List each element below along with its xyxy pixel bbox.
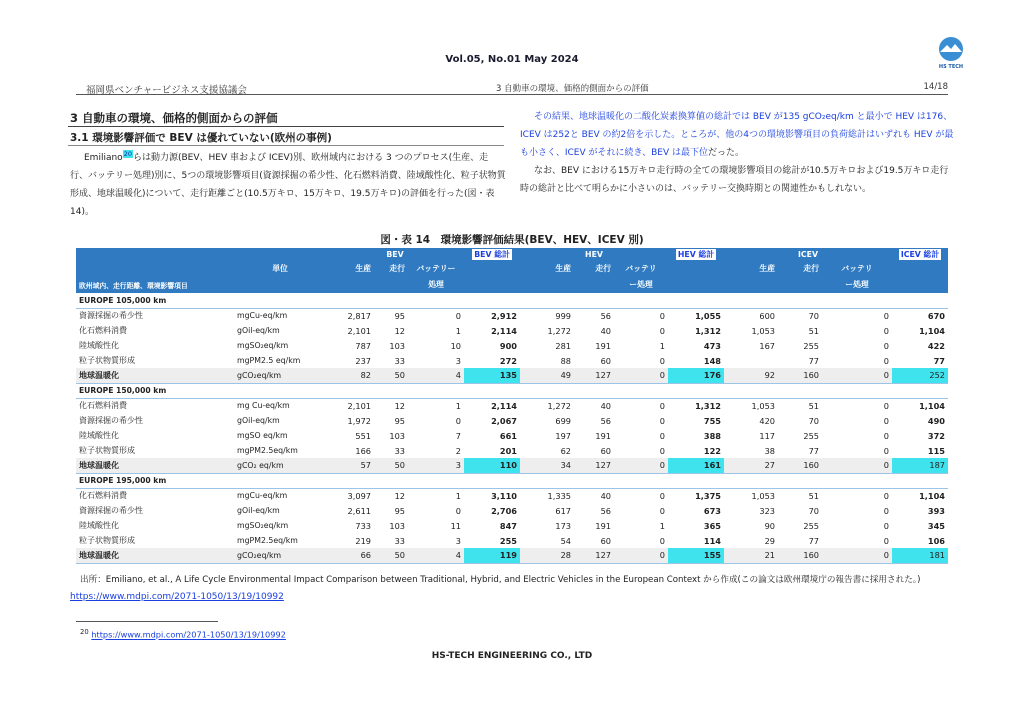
value-cell: 95 xyxy=(394,310,405,321)
value-cell: 40 xyxy=(600,400,611,411)
value-cell: 92 xyxy=(724,368,778,383)
page-header xyxy=(76,79,948,95)
table-row xyxy=(76,428,948,443)
section-title: EUROPE 105,000 km xyxy=(76,293,948,308)
total-cell: 77 xyxy=(933,355,945,366)
value-cell: 56 xyxy=(600,415,611,426)
table-subheader-row-2 xyxy=(76,276,948,293)
total-cell: 181 xyxy=(892,548,948,563)
impact-category: 資源採掘の希少性 xyxy=(79,416,143,425)
bev-driving-header: 走行 xyxy=(374,261,408,276)
value-cell: 0 xyxy=(659,325,665,336)
value-cell: 10 xyxy=(450,340,461,351)
value-cell: 237 xyxy=(355,355,371,366)
total-cell: 176 xyxy=(668,368,724,383)
total-cell: 201 xyxy=(499,445,517,456)
table-row xyxy=(76,443,948,458)
total-cell: 388 xyxy=(703,430,721,441)
value-cell: 33 xyxy=(394,355,405,366)
page-number: 14/18 xyxy=(923,82,948,92)
value-cell: 191 xyxy=(595,430,611,441)
value-cell: 1,272 xyxy=(547,325,571,336)
value-cell: 617 xyxy=(555,505,571,516)
value-cell: 0 xyxy=(659,400,665,411)
unit-cell: mgPM2.5eq/km xyxy=(237,446,298,455)
value-cell: 166 xyxy=(355,445,371,456)
value-cell: 1,053 xyxy=(751,490,775,501)
value-cell: 7 xyxy=(455,430,461,441)
value-cell: 66 xyxy=(326,548,374,563)
value-cell: 1,053 xyxy=(751,325,775,336)
icev-battery-header: バッテリ xyxy=(822,261,892,276)
value-cell: 0 xyxy=(822,458,892,473)
bev-battery-header: バッテリー xyxy=(408,261,464,276)
impact-category: 化石燃料消費 xyxy=(79,326,127,335)
unit-cell: mgPM2.5eq/km xyxy=(237,536,298,545)
total-cell: 393 xyxy=(927,505,945,516)
value-cell: 1,335 xyxy=(547,490,571,501)
table-row xyxy=(76,368,948,383)
unit-cell: mgCu-eq/km xyxy=(237,311,288,321)
value-cell: 2,101 xyxy=(347,400,371,411)
value-cell: 0 xyxy=(455,310,461,321)
value-cell: 11 xyxy=(450,520,461,531)
value-cell: 1,972 xyxy=(347,415,371,426)
value-cell: 3 xyxy=(455,535,461,546)
total-cell: 115 xyxy=(927,445,945,456)
value-cell: 21 xyxy=(724,548,778,563)
value-cell: 117 xyxy=(759,430,775,441)
unit-cell: mgSO₂eq/km xyxy=(237,521,289,530)
value-cell: 1,053 xyxy=(751,400,775,411)
value-cell: 0 xyxy=(883,490,889,501)
value-cell: 1 xyxy=(659,520,665,531)
impact-category: 地球温暖化 xyxy=(76,548,234,563)
table-row xyxy=(76,398,948,413)
footnote xyxy=(80,628,286,640)
value-cell: 77 xyxy=(808,535,819,546)
value-cell: 90 xyxy=(764,520,775,531)
value-cell: 191 xyxy=(595,340,611,351)
icev-total-header: ICEV 総計 xyxy=(900,250,940,259)
chapter-title: 3 自動車の環境、価格的側面からの評価 xyxy=(496,84,649,94)
icev-group-header: ICEV xyxy=(724,248,892,261)
value-cell: 255 xyxy=(803,430,819,441)
table-row xyxy=(76,518,948,533)
value-cell: 1 xyxy=(455,400,461,411)
total-cell: 2,067 xyxy=(491,415,517,426)
impact-category: 化石燃料消費 xyxy=(79,401,127,411)
icev-production-header: 生産 xyxy=(724,261,778,276)
value-cell: 160 xyxy=(778,458,822,473)
value-cell: 699 xyxy=(555,415,571,426)
impact-category: 化石燃料消費 xyxy=(79,491,127,501)
value-cell: 167 xyxy=(759,340,775,351)
value-cell: 0 xyxy=(455,415,461,426)
total-cell: 3,110 xyxy=(491,490,517,501)
value-cell: 56 xyxy=(600,505,611,516)
total-cell: 365 xyxy=(703,520,721,531)
value-cell: 191 xyxy=(595,520,611,531)
value-cell: 0 xyxy=(659,490,665,501)
unit-cell: gOil-eq/km xyxy=(237,416,280,425)
value-cell: 0 xyxy=(822,368,892,383)
value-cell: 60 xyxy=(600,445,611,456)
right-paragraph-2: なお、BEV における15万キロ走行時の全ての環境影響項目の総計が10.5万キロおよび19.5万キロ走行時の総計と比べて明らかに小さいのは、バッテリー交換時期との関連性かもしれない。 xyxy=(520,166,949,194)
impact-table xyxy=(76,248,948,564)
value-cell: 40 xyxy=(600,490,611,501)
impact-category: 粒子状物質形成 xyxy=(79,356,135,365)
value-cell: 127 xyxy=(574,548,614,563)
subsection-heading: 3.1 環境影響評価で BEV は優れていない(欧州の事例) xyxy=(70,132,332,144)
impact-category: 地球温暖化 xyxy=(76,458,234,473)
total-cell: 673 xyxy=(703,505,721,516)
header-divider xyxy=(76,94,948,95)
section-title: EUROPE 195,000 km xyxy=(76,473,948,488)
value-cell: 160 xyxy=(778,368,822,383)
total-cell: 755 xyxy=(703,415,721,426)
impact-category: 地球温暖化 xyxy=(76,368,234,383)
footnote-reference[interactable]: 20 xyxy=(123,150,132,158)
value-cell: 2,817 xyxy=(347,310,371,321)
value-cell: 173 xyxy=(555,520,571,531)
icev-driving-header: 走行 xyxy=(778,261,822,276)
impact-category: 粒子状物質形成 xyxy=(79,536,135,545)
value-cell: 70 xyxy=(808,415,819,426)
value-cell: 3 xyxy=(408,458,464,473)
footnote-number: 20 xyxy=(80,628,89,636)
value-cell: 787 xyxy=(355,340,371,351)
total-cell: 670 xyxy=(927,310,945,321)
value-cell: 0 xyxy=(659,415,665,426)
table-row xyxy=(76,338,948,353)
hev-total-header: HEV 総計 xyxy=(677,250,715,259)
total-cell: 1,104 xyxy=(919,490,945,501)
value-cell: 255 xyxy=(803,520,819,531)
impact-category: 資源採掘の希少性 xyxy=(79,311,143,321)
value-cell: 0 xyxy=(883,400,889,411)
section-title: EUROPE 150,000 km xyxy=(76,383,948,398)
value-cell: 1,272 xyxy=(547,400,571,411)
hev-battery-header-2: ー処理 xyxy=(614,276,668,293)
section-heading: 3 自動車の環境、価格的側面からの評価 xyxy=(70,111,278,125)
table-header-row xyxy=(76,248,948,261)
unit-cell: gCO₂ eq/km xyxy=(234,458,326,473)
unit-header: 単位 xyxy=(234,261,326,276)
value-cell: 34 xyxy=(520,458,574,473)
footnote-divider xyxy=(76,621,218,622)
table-row xyxy=(76,503,948,518)
hev-production-header: 生産 xyxy=(520,261,574,276)
value-cell: 40 xyxy=(600,325,611,336)
impact-category: 粒子状物質形成 xyxy=(79,446,135,455)
value-cell: 0 xyxy=(883,520,889,531)
value-cell: 0 xyxy=(614,368,668,383)
value-cell: 420 xyxy=(759,415,775,426)
total-cell: 2,114 xyxy=(491,400,517,411)
value-cell: 70 xyxy=(808,310,819,321)
value-cell: 0 xyxy=(883,430,889,441)
bev-battery-header-2: 処理 xyxy=(408,276,464,293)
total-cell: 372 xyxy=(927,430,945,441)
company-logo xyxy=(936,36,966,70)
table-row xyxy=(76,548,948,563)
bev-group-header: BEV xyxy=(326,248,464,261)
total-cell: 2,912 xyxy=(491,310,517,321)
value-cell: 77 xyxy=(808,445,819,456)
value-cell: 127 xyxy=(574,458,614,473)
table-row xyxy=(76,323,948,338)
value-cell: 0 xyxy=(883,415,889,426)
icev-battery-header-2: ー処理 xyxy=(822,276,892,293)
total-cell: 1,104 xyxy=(919,325,945,336)
source-link[interactable]: https://www.mdpi.com/2071-1050/13/19/10992 xyxy=(70,592,284,602)
unit-cell: mgSO eq/km xyxy=(237,431,288,440)
source-note: 出所：Emiliano, et al., A Life Cycle Environmental Impact Comparison between Traditional, Hybrid, and Electric Vehicles in the European Context から作成(この論文は欧州環境庁の報告書に採用された。) xyxy=(80,575,921,585)
value-cell: 0 xyxy=(822,548,892,563)
value-cell: 160 xyxy=(778,548,822,563)
logo-text: HS TECH xyxy=(938,64,964,70)
value-cell: 60 xyxy=(600,535,611,546)
value-cell: 1 xyxy=(455,325,461,336)
value-cell: 62 xyxy=(560,445,571,456)
value-cell: 600 xyxy=(759,310,775,321)
total-cell: 1,375 xyxy=(695,490,721,501)
total-cell: 2,706 xyxy=(491,505,517,516)
value-cell: 50 xyxy=(374,368,408,383)
value-cell: 95 xyxy=(394,505,405,516)
total-cell: 135 xyxy=(464,368,520,383)
right-paragraph-1: その結果、地球温暖化の二酸化炭素換算値の総計では BEV が135 gCO₂eq/km と最小で HEV は176、ICEV は252と BEV の約2倍を示した。ところが、他の4つの環境影響項目の負荷総計はいずれも HEV が最も小さく、ICEV がそれに続き、BEV は最下位だった。 xyxy=(520,112,954,158)
total-cell: 148 xyxy=(703,355,721,366)
total-cell: 661 xyxy=(499,430,517,441)
value-cell: 27 xyxy=(724,458,778,473)
value-cell: 0 xyxy=(659,535,665,546)
value-cell: 0 xyxy=(883,445,889,456)
value-cell: 60 xyxy=(600,355,611,366)
total-cell: 272 xyxy=(499,355,517,366)
value-cell: 0 xyxy=(659,445,665,456)
total-cell: 2,114 xyxy=(491,325,517,336)
table-subheader-row xyxy=(76,261,948,276)
value-cell: 51 xyxy=(808,325,819,336)
bev-total-header: BEV 総計 xyxy=(474,250,510,259)
value-cell: 103 xyxy=(389,520,405,531)
value-cell: 88 xyxy=(560,355,571,366)
value-cell: 3,097 xyxy=(347,490,371,501)
value-cell: 1 xyxy=(659,340,665,351)
table-row xyxy=(76,458,948,473)
value-cell: 0 xyxy=(659,310,665,321)
value-cell: 255 xyxy=(803,340,819,351)
value-cell: 0 xyxy=(659,430,665,441)
value-cell: 12 xyxy=(394,400,405,411)
value-cell: 281 xyxy=(555,340,571,351)
value-cell: 28 xyxy=(520,548,574,563)
section-row xyxy=(76,383,948,398)
total-cell: 1,312 xyxy=(695,325,721,336)
total-cell: 422 xyxy=(927,340,945,351)
table-body xyxy=(76,293,948,563)
value-cell: 4 xyxy=(408,548,464,563)
impact-category: 資源採掘の希少性 xyxy=(79,506,143,515)
value-cell: 29 xyxy=(764,535,775,546)
value-cell: 12 xyxy=(394,490,405,501)
total-cell: 252 xyxy=(892,368,948,383)
table-row xyxy=(76,488,948,503)
value-cell: 103 xyxy=(389,340,405,351)
left-paragraph: Emiliano$^{20}$らは動力源(BEV、HEV 車および ICEV)別、欧州域内における 3 つのプロセス(生産、走行、バッテリー処理)別に、5つの環境影響項目(資源採掘の希少性、化石燃料消費、陸域酸性化、粒子状物質形成、地球温暖化)について、走行距離ごと(10.5万キロ、15万キロ、19.5万キロ)の評価を行った(図・表 14)。 xyxy=(70,150,506,217)
value-cell: 70 xyxy=(808,505,819,516)
page-footer: HS-TECH ENGINEERING CO., LTD xyxy=(431,651,593,661)
volume-label: Vol.05, No.01 May 2024 xyxy=(445,54,579,65)
value-cell: 50 xyxy=(374,458,408,473)
bev-production-header: 生産 xyxy=(326,261,374,276)
value-cell: 0 xyxy=(883,340,889,351)
value-cell: 103 xyxy=(389,430,405,441)
total-cell: 847 xyxy=(499,520,517,531)
value-cell: 197 xyxy=(555,430,571,441)
unit-cell: mgSO₂eq/km xyxy=(237,341,289,350)
value-cell: 0 xyxy=(883,505,889,516)
value-cell: 57 xyxy=(326,458,374,473)
total-cell: 473 xyxy=(703,340,721,351)
total-cell: 187 xyxy=(892,458,948,473)
table-row xyxy=(76,413,948,428)
value-cell: 0 xyxy=(659,355,665,366)
total-cell: 900 xyxy=(499,340,517,351)
value-cell: 0 xyxy=(883,310,889,321)
value-cell: 12 xyxy=(394,325,405,336)
org-name: 福岡県ベンチャービジネス支援協議会 xyxy=(86,85,247,96)
table-title: 図・表 14 環境影響評価結果(BEV、HEV、ICEV 別) xyxy=(380,234,644,246)
footnote-link[interactable]: https://www.mdpi.com/2071-1050/13/19/10992 xyxy=(91,629,286,640)
table-row xyxy=(76,308,948,323)
value-cell: 33 xyxy=(394,535,405,546)
value-cell: 551 xyxy=(355,430,371,441)
value-cell: 49 xyxy=(520,368,574,383)
total-cell: 161 xyxy=(668,458,724,473)
value-cell: 2 xyxy=(455,445,461,456)
value-cell: 0 xyxy=(614,458,668,473)
value-cell: 3 xyxy=(455,355,461,366)
value-cell: 0 xyxy=(883,355,889,366)
value-cell: 51 xyxy=(808,400,819,411)
value-cell: 54 xyxy=(560,535,571,546)
total-cell: 1,312 xyxy=(695,400,721,411)
unit-cell: mg Cu-eq/km xyxy=(237,401,290,411)
table-row xyxy=(76,533,948,548)
value-cell: 323 xyxy=(759,505,775,516)
impact-category: 陸域酸性化 xyxy=(79,431,119,440)
unit-cell: gOil-eq/km xyxy=(237,506,280,515)
hev-battery-header: バッテリ xyxy=(614,261,668,276)
total-cell: 106 xyxy=(927,535,945,546)
value-cell: 999 xyxy=(555,310,571,321)
value-cell: 33 xyxy=(394,445,405,456)
total-cell: 255 xyxy=(499,535,517,546)
total-cell: 114 xyxy=(703,535,721,546)
value-cell: 733 xyxy=(355,520,371,531)
value-cell: 38 xyxy=(764,445,775,456)
unit-cell: gCO₂eq/km xyxy=(234,548,326,563)
total-cell: 1,055 xyxy=(695,310,721,321)
unit-cell: gCO₂eq/km xyxy=(234,368,326,383)
section-row xyxy=(76,293,948,308)
value-cell: 0 xyxy=(883,325,889,336)
value-cell: 95 xyxy=(394,415,405,426)
value-cell: 1 xyxy=(455,490,461,501)
value-cell: 77 xyxy=(808,355,819,366)
total-cell: 345 xyxy=(927,520,945,531)
value-cell: 82 xyxy=(326,368,374,383)
impact-category: 陸域酸性化 xyxy=(79,521,119,530)
value-cell: 51 xyxy=(808,490,819,501)
value-cell: 2,611 xyxy=(347,505,371,516)
total-cell: 490 xyxy=(927,415,945,426)
total-cell: 119 xyxy=(464,548,520,563)
value-cell: 127 xyxy=(574,368,614,383)
unit-cell: gOil-eq/km xyxy=(237,326,280,335)
total-cell: 155 xyxy=(668,548,724,563)
region-header: 欧州域内、走行距離、環境影響項目 xyxy=(76,276,234,293)
value-cell: 56 xyxy=(600,310,611,321)
heading-divider xyxy=(68,126,504,127)
section-row xyxy=(76,473,948,488)
hev-group-header: HEV xyxy=(520,248,668,261)
value-cell: 2,101 xyxy=(347,325,371,336)
value-cell: 0 xyxy=(614,548,668,563)
table-row xyxy=(76,353,948,368)
value-cell: 4 xyxy=(408,368,464,383)
unit-cell: mgCu-eq/km xyxy=(237,491,288,501)
value-cell: 0 xyxy=(455,505,461,516)
value-cell: 0 xyxy=(659,505,665,516)
value-cell: 50 xyxy=(374,548,408,563)
impact-category: 陸域酸性化 xyxy=(79,341,119,350)
unit-cell: mgPM2.5 eq/km xyxy=(237,356,301,365)
total-cell: 1,104 xyxy=(919,400,945,411)
value-cell: 0 xyxy=(883,535,889,546)
total-cell: 110 xyxy=(464,458,520,473)
total-cell: 122 xyxy=(703,445,721,456)
value-cell xyxy=(724,353,778,368)
value-cell: 219 xyxy=(355,535,371,546)
hev-driving-header: 走行 xyxy=(574,261,614,276)
